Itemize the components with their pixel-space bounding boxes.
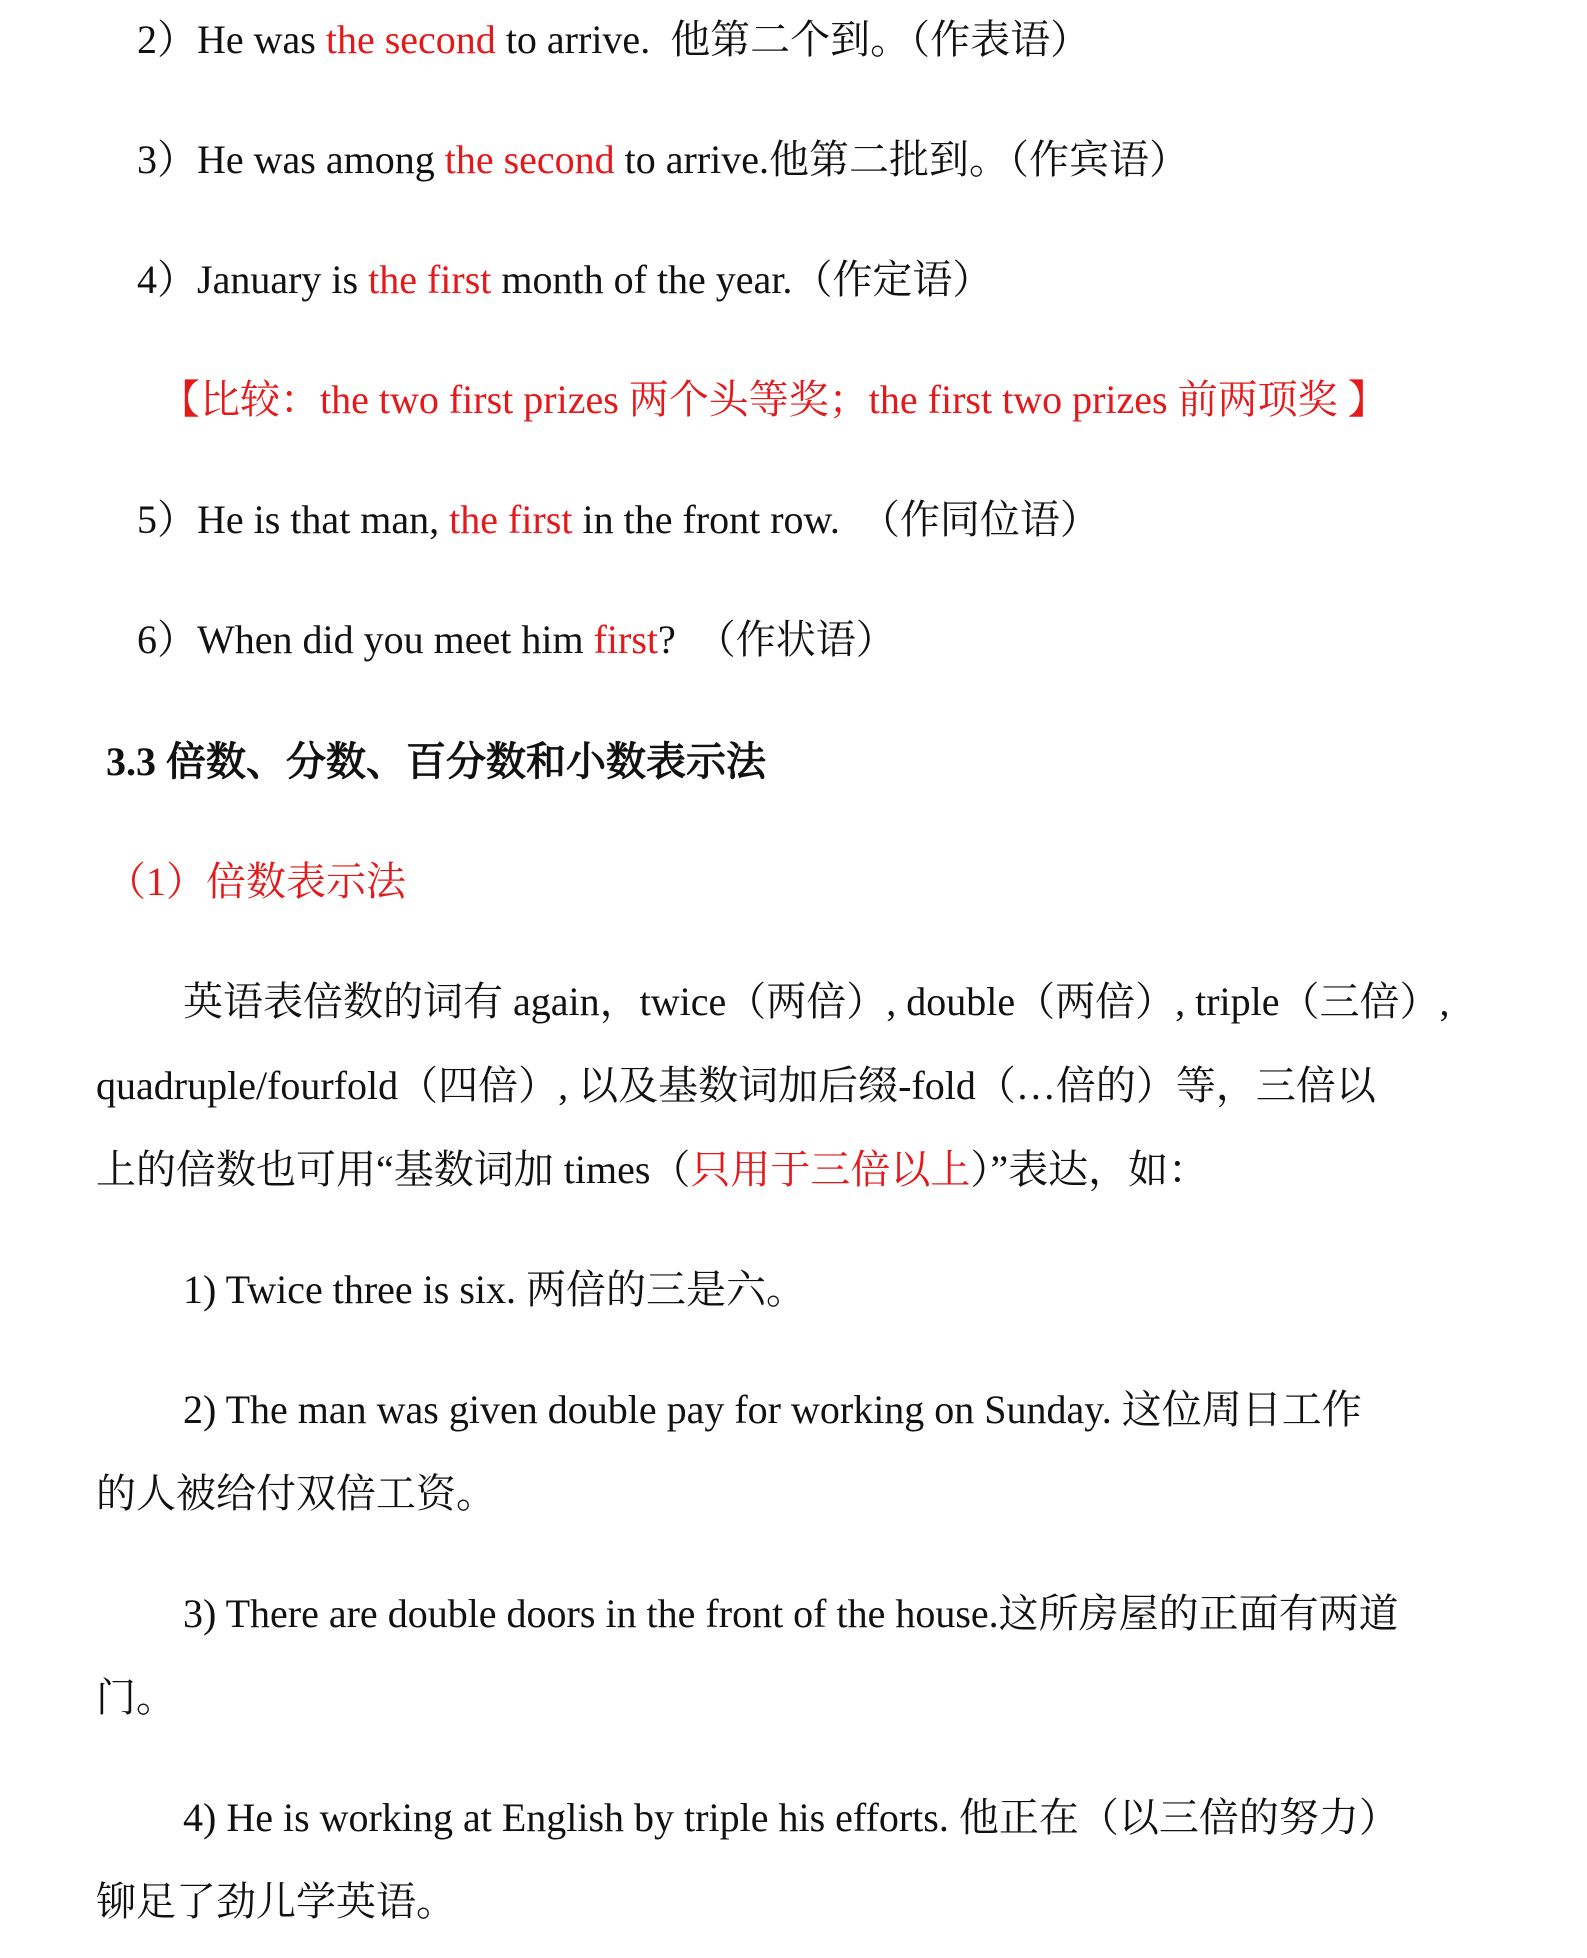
example-line-continuation: 铆足了劲儿学英语。: [96, 1879, 456, 1924]
example-translation: （作同位语）: [859, 497, 1100, 542]
example-line-continuation: 的人被给付双倍工资。: [96, 1471, 496, 1516]
paragraph-text: 上的倍数也可用“基数词加 times（: [96, 1147, 691, 1192]
example-line: [137, 256, 992, 304]
example-line: [137, 616, 896, 664]
example-translation: 他第二批到。（作宾语）: [769, 137, 1190, 182]
example-number: 6）: [137, 617, 197, 662]
example-text: He is that man,: [197, 497, 450, 542]
example-text: When did you meet him: [197, 617, 594, 662]
example-line: [137, 496, 1100, 544]
example-text: in the front row.: [572, 497, 840, 542]
example-translation: （作定语）: [792, 257, 993, 302]
example-text: to arrive.: [614, 137, 770, 182]
example-text: ?: [658, 617, 676, 662]
paragraph-line: quadruple/fourfold（四倍）, 以及基数词加后缀-fold（…倍的）等，三倍以: [96, 1063, 1376, 1108]
example-text: He was among: [197, 137, 445, 182]
example-translation: （作状语）: [695, 617, 896, 662]
highlight-term: the second: [444, 137, 615, 182]
example-line: 2) The man was given double pay for working on Sunday. 这位周日工作: [183, 1387, 1362, 1432]
highlight-term: first: [593, 617, 659, 662]
highlight-term: the first: [449, 497, 573, 542]
example-line: [137, 16, 1090, 64]
example-text: month of the year.: [491, 257, 793, 302]
example-line-continuation: 门。: [96, 1675, 176, 1720]
example-text: to arrive.: [495, 17, 651, 62]
example-line: 3) There are double doors in the front of the house.这所房屋的正面有两道: [183, 1591, 1399, 1636]
paragraph-text: ）”表达，如：: [970, 1147, 1209, 1192]
paragraph-line: [96, 1146, 1208, 1194]
example-text: January is: [197, 257, 369, 302]
example-number: 5）: [137, 497, 197, 542]
example-line: 4) He is working at English by triple his efforts. 他正在（以三倍的努力）: [183, 1795, 1399, 1840]
section-heading: 3.3 倍数、分数、百分数和小数表示法: [106, 739, 766, 784]
example-line: [137, 136, 1189, 184]
example-line: 1) Twice three is six. 两倍的三是六。: [183, 1267, 807, 1312]
highlight-term: the second: [325, 17, 496, 62]
example-number: 4）: [137, 257, 197, 302]
compare-note: 【比较：the two first prizes 两个头等奖；the first two prizes 前两项奖 】: [160, 377, 1388, 422]
example-text: He was: [197, 17, 326, 62]
highlight-term: the first: [368, 257, 492, 302]
example-number: 2）: [137, 17, 197, 62]
highlight-term: 只用于三倍以上: [690, 1147, 971, 1192]
subsection-heading: （1）倍数表示法: [106, 859, 406, 904]
example-number: 3）: [137, 137, 197, 182]
example-translation: 他第二个到。（作表语）: [670, 17, 1091, 62]
paragraph-line: 英语表倍数的词有 again，twice（两倍）, double（两倍）, triple（三倍）,: [183, 979, 1450, 1024]
